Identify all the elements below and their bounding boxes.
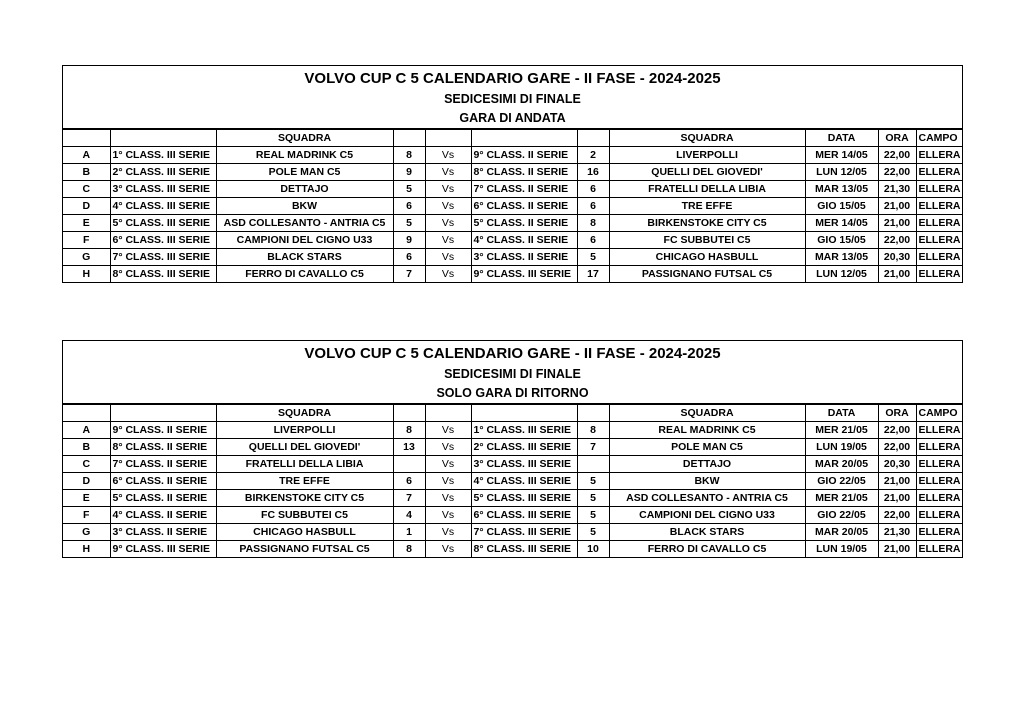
- home-score: 1: [393, 524, 425, 541]
- home-classification: 7° CLASS. III SERIE: [110, 249, 216, 266]
- away-score: 17: [577, 266, 609, 283]
- match-field: ELLERA: [916, 524, 962, 541]
- header-time: ORA: [878, 405, 916, 422]
- home-score: 8: [393, 422, 425, 439]
- home-team: FC SUBBUTEI C5: [216, 507, 393, 524]
- sheet-subtitle: SEDICESIMI DI FINALE: [444, 92, 581, 106]
- away-classification: 6° CLASS. III SERIE: [471, 507, 577, 524]
- match-letter: D: [63, 198, 110, 215]
- match-letter: A: [63, 147, 110, 164]
- vs-label: Vs: [425, 541, 471, 558]
- away-score: 5: [577, 249, 609, 266]
- sheet-phase: GARA DI ANDATA: [459, 111, 566, 125]
- vs-label: Vs: [425, 507, 471, 524]
- table-row: [63, 439, 962, 456]
- table-row: [63, 524, 962, 541]
- away-classification: 6° CLASS. II SERIE: [471, 198, 577, 215]
- match-date: MER 21/05: [805, 490, 878, 507]
- home-team: POLE MAN C5: [216, 164, 393, 181]
- sheet-title: VOLVO CUP C 5 CALENDARIO GARE - II FASE - 2024-2025: [304, 345, 721, 362]
- home-classification: 2° CLASS. III SERIE: [110, 164, 216, 181]
- match-date: LUN 12/05: [805, 266, 878, 283]
- home-classification: 4° CLASS. II SERIE: [110, 507, 216, 524]
- match-letter: C: [63, 181, 110, 198]
- match-field: ELLERA: [916, 266, 962, 283]
- vs-label: Vs: [425, 439, 471, 456]
- schedule-sheet-andata: [62, 65, 963, 283]
- vs-label: Vs: [425, 147, 471, 164]
- home-score: 8: [393, 147, 425, 164]
- away-team: DETTAJO: [609, 456, 805, 473]
- match-letter: G: [63, 249, 110, 266]
- home-score: 9: [393, 164, 425, 181]
- sheet-header: [63, 66, 962, 129]
- home-score: 6: [393, 473, 425, 490]
- match-field: ELLERA: [916, 507, 962, 524]
- away-classification: 7° CLASS. II SERIE: [471, 181, 577, 198]
- match-time: 21,00: [878, 473, 916, 490]
- away-score: 7: [577, 439, 609, 456]
- match-date: MER 21/05: [805, 422, 878, 439]
- table-row: [63, 249, 962, 266]
- home-score: 8: [393, 541, 425, 558]
- match-field: ELLERA: [916, 456, 962, 473]
- away-score: 6: [577, 232, 609, 249]
- away-classification: 4° CLASS. II SERIE: [471, 232, 577, 249]
- home-classification: 4° CLASS. III SERIE: [110, 198, 216, 215]
- match-field: ELLERA: [916, 198, 962, 215]
- away-team: QUELLI DEL GIOVEDI': [609, 164, 805, 181]
- away-team: ASD COLLESANTO - ANTRIA C5: [609, 490, 805, 507]
- away-score: [577, 456, 609, 473]
- home-score: 5: [393, 181, 425, 198]
- match-date: GIO 15/05: [805, 198, 878, 215]
- match-letter: A: [63, 422, 110, 439]
- match-date: LUN 19/05: [805, 439, 878, 456]
- match-field: ELLERA: [916, 147, 962, 164]
- home-score: 13: [393, 439, 425, 456]
- match-date: LUN 19/05: [805, 541, 878, 558]
- schedule-sheet-ritorno: [62, 340, 963, 558]
- home-team: DETTAJO: [216, 181, 393, 198]
- match-date: MER 14/05: [805, 215, 878, 232]
- home-team: CAMPIONI DEL CIGNO U33: [216, 232, 393, 249]
- header-team1: SQUADRA: [216, 130, 393, 147]
- vs-label: Vs: [425, 181, 471, 198]
- match-time: 21,00: [878, 541, 916, 558]
- header-blank: [577, 130, 609, 147]
- match-date: MAR 13/05: [805, 249, 878, 266]
- header-blank: [63, 130, 110, 147]
- away-classification: 8° CLASS. III SERIE: [471, 541, 577, 558]
- away-team: CAMPIONI DEL CIGNO U33: [609, 507, 805, 524]
- match-date: GIO 15/05: [805, 232, 878, 249]
- away-team: PASSIGNANO FUTSAL C5: [609, 266, 805, 283]
- match-field: ELLERA: [916, 439, 962, 456]
- table-row: [63, 507, 962, 524]
- vs-label: Vs: [425, 198, 471, 215]
- away-classification: 9° CLASS. III SERIE: [471, 266, 577, 283]
- match-date: MAR 20/05: [805, 456, 878, 473]
- match-letter: D: [63, 473, 110, 490]
- away-score: 5: [577, 490, 609, 507]
- vs-label: Vs: [425, 473, 471, 490]
- away-team: BIRKENSTOKE CITY C5: [609, 215, 805, 232]
- match-letter: H: [63, 541, 110, 558]
- schedule-table: [63, 129, 962, 282]
- home-team: LIVERPOLLI: [216, 422, 393, 439]
- table-row: [63, 181, 962, 198]
- sheet-title: VOLVO CUP C 5 CALENDARIO GARE - II FASE - 2024-2025: [304, 70, 721, 87]
- table-row: [63, 164, 962, 181]
- home-team: QUELLI DEL GIOVEDI': [216, 439, 393, 456]
- match-field: ELLERA: [916, 422, 962, 439]
- home-score: 7: [393, 490, 425, 507]
- header-blank: [393, 130, 425, 147]
- away-team: BLACK STARS: [609, 524, 805, 541]
- match-letter: B: [63, 439, 110, 456]
- home-classification: 9° CLASS. II SERIE: [110, 422, 216, 439]
- match-letter: B: [63, 164, 110, 181]
- match-letter: F: [63, 507, 110, 524]
- home-team: TRE EFFE: [216, 473, 393, 490]
- home-team: FRATELLI DELLA LIBIA: [216, 456, 393, 473]
- header-time: ORA: [878, 130, 916, 147]
- match-date: GIO 22/05: [805, 507, 878, 524]
- match-time: 22,00: [878, 439, 916, 456]
- match-letter: H: [63, 266, 110, 283]
- away-team: FERRO DI CAVALLO C5: [609, 541, 805, 558]
- away-score: 16: [577, 164, 609, 181]
- home-classification: 5° CLASS. II SERIE: [110, 490, 216, 507]
- match-time: 21,00: [878, 198, 916, 215]
- home-classification: 3° CLASS. III SERIE: [110, 181, 216, 198]
- vs-label: Vs: [425, 456, 471, 473]
- away-classification: 4° CLASS. III SERIE: [471, 473, 577, 490]
- home-classification: 5° CLASS. III SERIE: [110, 215, 216, 232]
- away-score: 10: [577, 541, 609, 558]
- match-field: ELLERA: [916, 249, 962, 266]
- match-date: LUN 12/05: [805, 164, 878, 181]
- match-time: 21,00: [878, 215, 916, 232]
- match-field: ELLERA: [916, 215, 962, 232]
- header-date: DATA: [805, 405, 878, 422]
- away-score: 2: [577, 147, 609, 164]
- header-blank: [471, 405, 577, 422]
- match-time: 22,00: [878, 232, 916, 249]
- match-time: 21,00: [878, 490, 916, 507]
- match-time: 20,30: [878, 249, 916, 266]
- away-classification: 7° CLASS. III SERIE: [471, 524, 577, 541]
- away-classification: 5° CLASS. II SERIE: [471, 215, 577, 232]
- table-row: [63, 232, 962, 249]
- vs-label: Vs: [425, 215, 471, 232]
- away-classification: 3° CLASS. II SERIE: [471, 249, 577, 266]
- away-team: FRATELLI DELLA LIBIA: [609, 181, 805, 198]
- table-row: [63, 266, 962, 283]
- header-field: CAMPO: [916, 405, 962, 422]
- away-team: CHICAGO HASBULL: [609, 249, 805, 266]
- home-score: 5: [393, 215, 425, 232]
- away-team: POLE MAN C5: [609, 439, 805, 456]
- home-classification: 6° CLASS. III SERIE: [110, 232, 216, 249]
- table-row: [63, 541, 962, 558]
- vs-label: Vs: [425, 164, 471, 181]
- match-field: ELLERA: [916, 232, 962, 249]
- schedule-table: [63, 404, 962, 557]
- header-field: CAMPO: [916, 130, 962, 147]
- match-field: ELLERA: [916, 473, 962, 490]
- table-row: [63, 147, 962, 164]
- match-letter: G: [63, 524, 110, 541]
- home-classification: 1° CLASS. III SERIE: [110, 147, 216, 164]
- match-field: ELLERA: [916, 490, 962, 507]
- away-score: 5: [577, 524, 609, 541]
- sheet-subtitle: SEDICESIMI DI FINALE: [444, 367, 581, 381]
- home-classification: 8° CLASS. III SERIE: [110, 266, 216, 283]
- home-team: CHICAGO HASBULL: [216, 524, 393, 541]
- away-score: 6: [577, 198, 609, 215]
- header-blank: [425, 130, 471, 147]
- sheet-phase: SOLO GARA DI RITORNO: [436, 386, 589, 400]
- away-team: TRE EFFE: [609, 198, 805, 215]
- home-team: BIRKENSTOKE CITY C5: [216, 490, 393, 507]
- table-header-row: [63, 130, 962, 147]
- away-classification: 8° CLASS. II SERIE: [471, 164, 577, 181]
- match-field: ELLERA: [916, 181, 962, 198]
- table-row: [63, 456, 962, 473]
- home-score: 7: [393, 266, 425, 283]
- away-score: 5: [577, 473, 609, 490]
- match-date: MAR 20/05: [805, 524, 878, 541]
- home-score: [393, 456, 425, 473]
- home-classification: 7° CLASS. II SERIE: [110, 456, 216, 473]
- header-blank: [393, 405, 425, 422]
- away-team: LIVERPOLLI: [609, 147, 805, 164]
- vs-label: Vs: [425, 266, 471, 283]
- match-date: GIO 22/05: [805, 473, 878, 490]
- match-date: MER 14/05: [805, 147, 878, 164]
- table-row: [63, 198, 962, 215]
- match-letter: F: [63, 232, 110, 249]
- away-team: FC SUBBUTEI C5: [609, 232, 805, 249]
- home-score: 9: [393, 232, 425, 249]
- table-row: [63, 422, 962, 439]
- home-classification: 6° CLASS. II SERIE: [110, 473, 216, 490]
- header-team1: SQUADRA: [216, 405, 393, 422]
- home-team: BLACK STARS: [216, 249, 393, 266]
- home-team: REAL MADRINK C5: [216, 147, 393, 164]
- home-team: FERRO DI CAVALLO C5: [216, 266, 393, 283]
- sheet-header: [63, 341, 962, 404]
- match-time: 22,00: [878, 147, 916, 164]
- table-row: [63, 215, 962, 232]
- away-score: 6: [577, 181, 609, 198]
- away-score: 8: [577, 215, 609, 232]
- away-team: REAL MADRINK C5: [609, 422, 805, 439]
- home-score: 6: [393, 249, 425, 266]
- vs-label: Vs: [425, 249, 471, 266]
- vs-label: Vs: [425, 490, 471, 507]
- away-classification: 3° CLASS. III SERIE: [471, 456, 577, 473]
- home-classification: 9° CLASS. III SERIE: [110, 541, 216, 558]
- away-score: 5: [577, 507, 609, 524]
- match-time: 22,00: [878, 507, 916, 524]
- home-score: 6: [393, 198, 425, 215]
- match-time: 22,00: [878, 164, 916, 181]
- match-time: 20,30: [878, 456, 916, 473]
- vs-label: Vs: [425, 422, 471, 439]
- match-date: MAR 13/05: [805, 181, 878, 198]
- home-classification: 8° CLASS. II SERIE: [110, 439, 216, 456]
- header-team2: SQUADRA: [609, 405, 805, 422]
- home-team: BKW: [216, 198, 393, 215]
- header-blank: [110, 405, 216, 422]
- match-letter: E: [63, 490, 110, 507]
- home-classification: 3° CLASS. II SERIE: [110, 524, 216, 541]
- header-blank: [425, 405, 471, 422]
- home-team: PASSIGNANO FUTSAL C5: [216, 541, 393, 558]
- away-score: 8: [577, 422, 609, 439]
- header-blank: [110, 130, 216, 147]
- match-time: 21,30: [878, 181, 916, 198]
- header-blank: [63, 405, 110, 422]
- vs-label: Vs: [425, 524, 471, 541]
- match-letter: E: [63, 215, 110, 232]
- header-blank: [471, 130, 577, 147]
- match-field: ELLERA: [916, 164, 962, 181]
- header-date: DATA: [805, 130, 878, 147]
- away-team: BKW: [609, 473, 805, 490]
- away-classification: 1° CLASS. III SERIE: [471, 422, 577, 439]
- away-classification: 2° CLASS. III SERIE: [471, 439, 577, 456]
- table-row: [63, 473, 962, 490]
- away-classification: 9° CLASS. II SERIE: [471, 147, 577, 164]
- match-time: 22,00: [878, 422, 916, 439]
- match-field: ELLERA: [916, 541, 962, 558]
- vs-label: Vs: [425, 232, 471, 249]
- match-time: 21,30: [878, 524, 916, 541]
- home-score: 4: [393, 507, 425, 524]
- header-team2: SQUADRA: [609, 130, 805, 147]
- away-classification: 5° CLASS. III SERIE: [471, 490, 577, 507]
- home-team: ASD COLLESANTO - ANTRIA C5: [216, 215, 393, 232]
- match-letter: C: [63, 456, 110, 473]
- match-time: 21,00: [878, 266, 916, 283]
- table-header-row: [63, 405, 962, 422]
- table-row: [63, 490, 962, 507]
- header-blank: [577, 405, 609, 422]
